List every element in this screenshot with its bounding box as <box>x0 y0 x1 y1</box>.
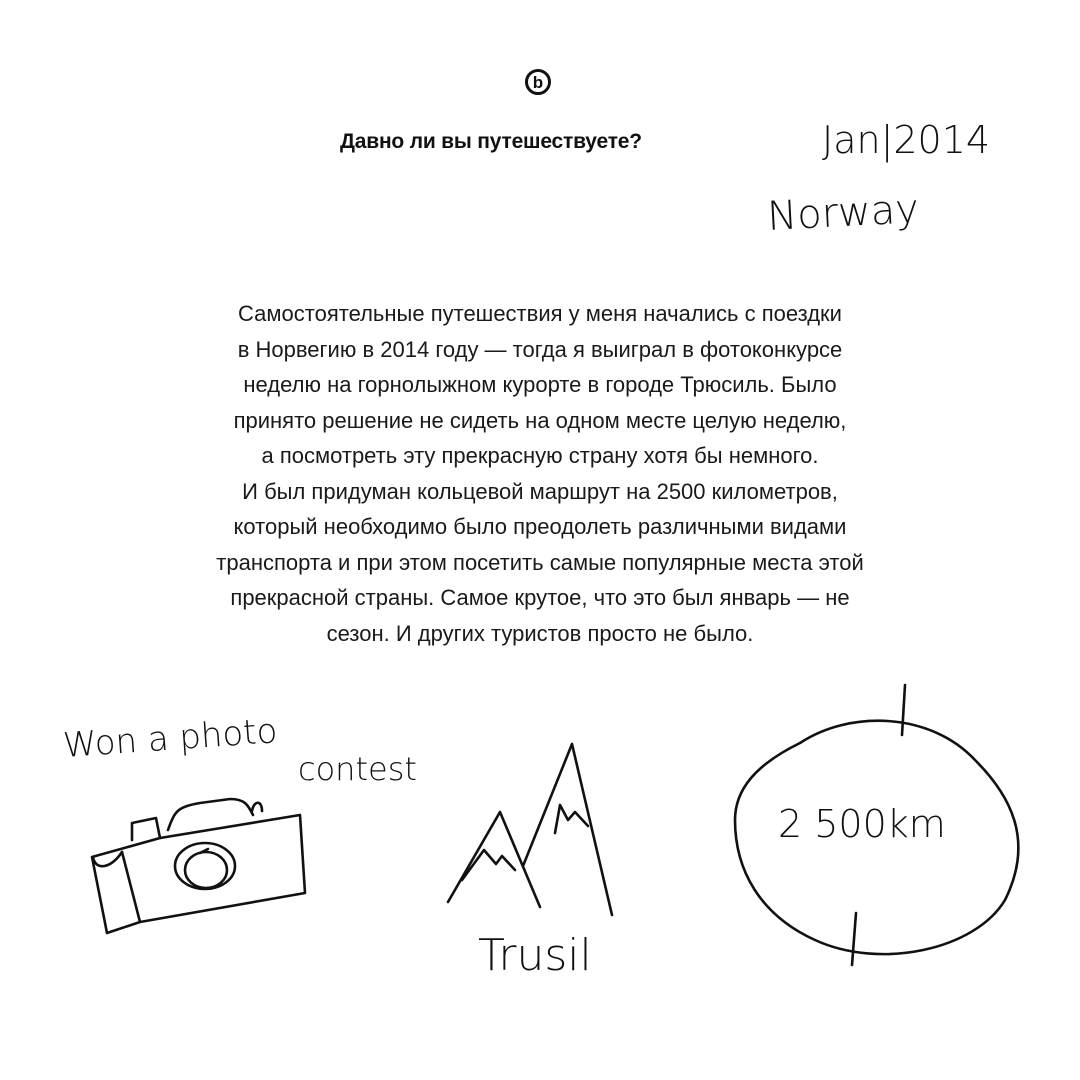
paragraph-line: в Норвегию в 2014 году — тогда я выиграл в фотоконкурсе <box>237 336 843 362</box>
country-annotation: Norway <box>766 186 921 240</box>
paragraph-line: неделю на горнолыжном курорте в городе Трюсиль. Было <box>243 372 837 397</box>
photo-contest-annotation-line2: contest <box>298 750 417 788</box>
mountains-icon <box>448 744 612 915</box>
town-annotation: Trusil <box>478 930 592 981</box>
paragraph-line: сезон. И других туристов просто не было. <box>326 620 754 646</box>
paragraph-line: транспорта и при этом посетить самые популярные места этой <box>216 549 864 575</box>
photo-contest-annotation-line1: Won a photo <box>61 711 279 766</box>
paragraph-line: который необходимо было преодолеть различными видами <box>233 514 847 539</box>
paragraph-line: прекрасной страны. Самое крутое, что это был январь — не <box>230 585 850 610</box>
paragraph-line: Самостоятельные путешествия у меня начались с поездки <box>238 301 842 326</box>
distance-annotation: 2 500km <box>778 802 946 846</box>
date-annotation: Jan|2014 <box>822 118 991 162</box>
camera-icon <box>92 799 305 933</box>
paragraph-line: И был придуман кольцевой маршрут на 2500 километров, <box>242 478 838 504</box>
paragraph-line: а посмотреть эту прекрасную страну хотя бы немного. <box>261 443 819 468</box>
logo-letter: b <box>532 72 544 92</box>
question-heading: Давно ли вы путешествуете? <box>340 130 642 153</box>
paragraph-line: принято решение не сидеть на одном месте целую неделю, <box>233 407 847 433</box>
